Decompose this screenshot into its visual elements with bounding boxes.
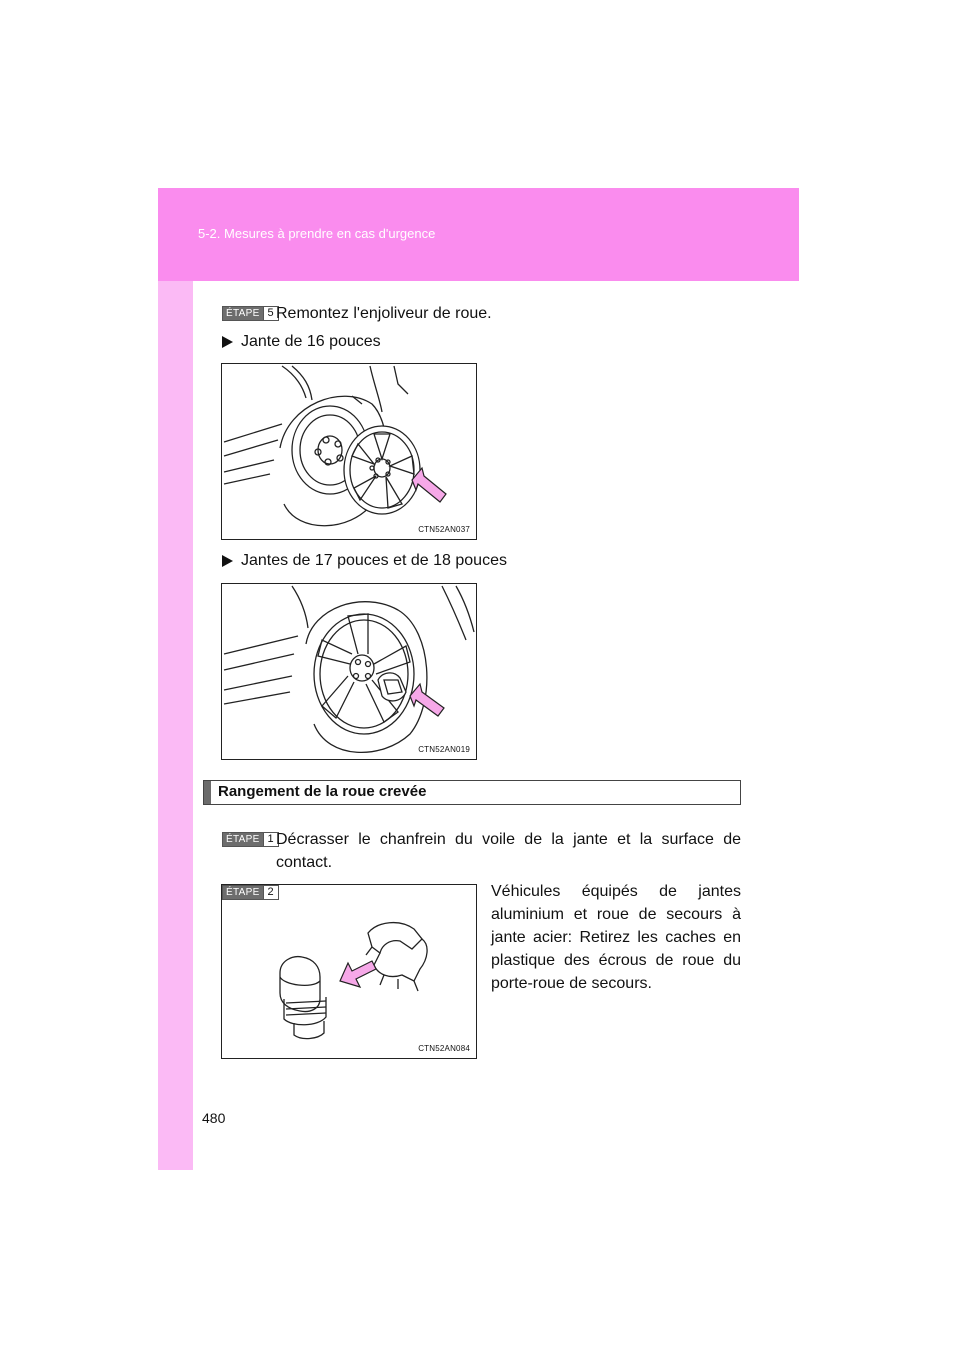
section-accent	[204, 781, 211, 804]
page-number: 480	[202, 1110, 226, 1126]
page-header	[158, 188, 799, 281]
illustration-nut-cap	[221, 884, 477, 1059]
step-badge: ÉTAPE 1	[222, 832, 279, 847]
wheel-nut-cap-icon	[222, 885, 477, 1059]
alloy-wheel-icon	[222, 584, 477, 760]
figure-code: CTN52AN037	[418, 525, 470, 534]
section-breadcrumb: 5-2. Mesures à prendre en cas d'urgence	[198, 226, 436, 241]
illustration-wheel-cap-17-18	[221, 583, 477, 760]
figure-code: CTN52AN084	[418, 1044, 470, 1053]
page-sidebar	[158, 188, 193, 1170]
illustration-wheel-cap-16	[221, 363, 477, 540]
step-badge: ÉTAPE 5	[222, 306, 279, 321]
wheel-cap-icon	[222, 364, 477, 540]
step-text: Véhicules équipés de jantes aluminium et roue de secours à jante acier: Retirez les caches en plastique des écrous de roue du porte-roue de secours.	[491, 883, 741, 992]
triangle-bullet-icon	[222, 555, 233, 567]
triangle-bullet-icon	[222, 336, 233, 348]
bullet-item: Jante de 16 pouces	[222, 330, 381, 353]
section-heading	[203, 780, 741, 805]
step-text: Décrasser le chanfrein du voile de la jante et la surface de contact.	[276, 831, 741, 871]
figure-code: CTN52AN019	[418, 745, 470, 754]
section-title: Rangement de la roue crevée	[218, 783, 427, 800]
bullet-item: Jantes de 17 pouces et de 18 pouces	[222, 549, 507, 572]
step-badge: ÉTAPE 2	[222, 885, 279, 900]
step-text: Remontez l'enjoliveur de roue.	[276, 305, 492, 322]
